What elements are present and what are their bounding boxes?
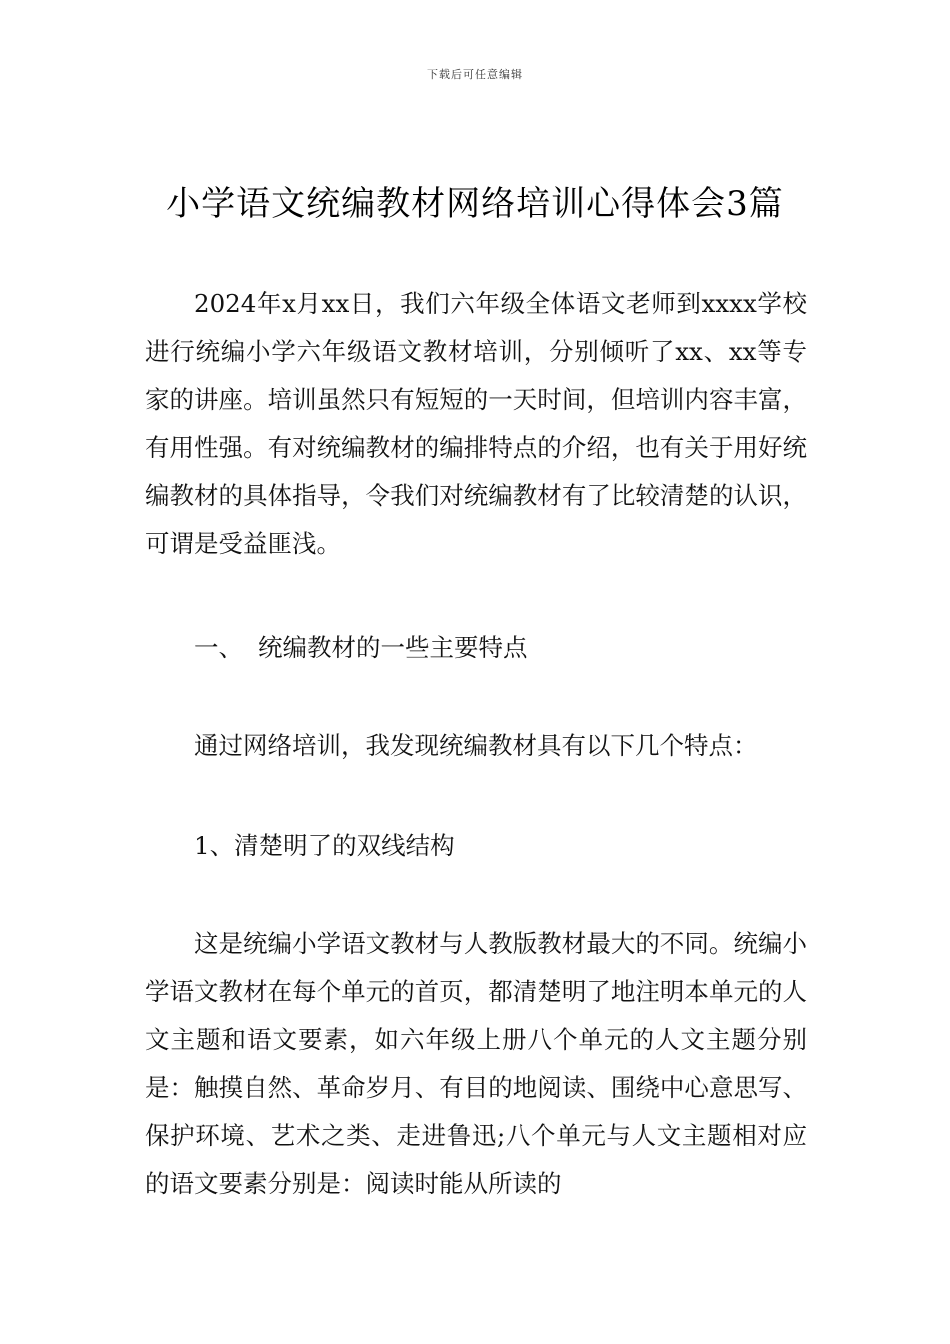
section-heading	[145, 624, 807, 672]
intro-paragraph: 2024年x月xx日，我们六年级全体语文老师到xxxx学校进行统编小学六年级语文教材培训，分别倾听了xx、xx等专家的讲座。培训虽然只有短短的一天时间，但培训内容丰富，有用性强。有对统编教材的编排特点的介绍，也有关于用好统编教材的具体指导，令我们对统编教材有了比较清楚的认识，可谓是受益匪浅。	[145, 289, 807, 558]
section-number: 一、	[194, 633, 243, 662]
point-body-paragraph: 这是统编小学语文教材与人教版教材最大的不同。统编小学语文教材在每个单元的首页，都清楚明了地注明本单元的人文主题和语文要素，如六年级上册八个单元的人文主题分别是：触摸自然、革命岁月、有目的地阅读、围绕中心意思写、保护环境、艺术之类、走进鲁迅;八个单元与人文主题相对应的语文要素分别是：阅读时能从所读的	[145, 929, 807, 1198]
section-intro-paragraph: 通过网络培训，我发现统编教材具有以下几个特点：	[194, 731, 758, 760]
point-heading: 1、清楚明了的双线结构	[194, 831, 455, 860]
document-title: 小学语文统编教材网络培训心得体会3篇	[166, 184, 784, 224]
header-note: 下载后可任意编辑	[427, 68, 523, 81]
section-title: 统编教材的一些主要特点	[258, 633, 528, 662]
